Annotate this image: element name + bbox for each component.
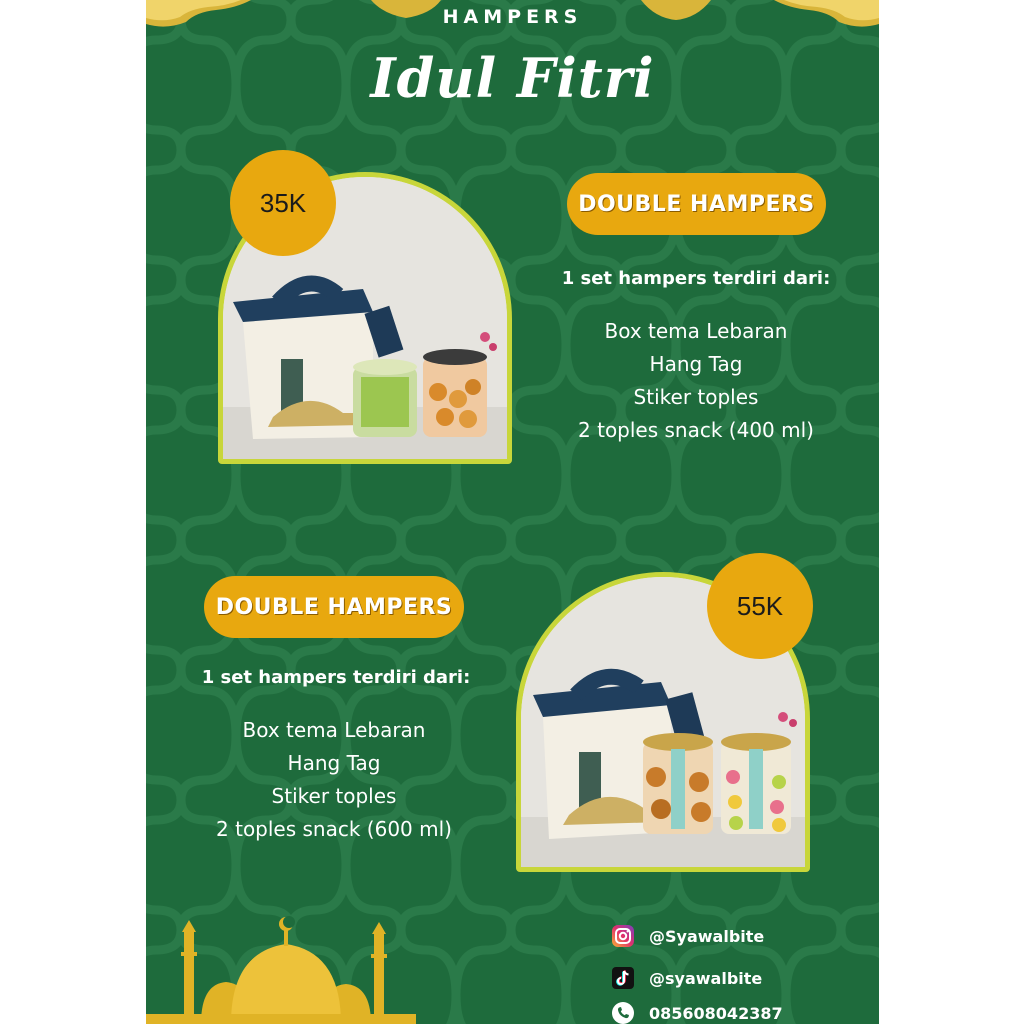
contact-label: @Syawalbite bbox=[649, 926, 765, 946]
mosque-silhouette bbox=[146, 914, 416, 1024]
list-item: Hang Tag bbox=[649, 352, 743, 376]
contact-phone[interactable] bbox=[611, 1001, 783, 1024]
contact-tiktok[interactable] bbox=[611, 966, 762, 990]
contact-instagram[interactable] bbox=[611, 924, 764, 948]
price-badge: 35K bbox=[230, 150, 336, 256]
instagram-icon bbox=[611, 924, 635, 948]
list-item: Stiker toples bbox=[633, 385, 759, 409]
list-item: Box tema Lebaran bbox=[242, 718, 426, 742]
item-list bbox=[546, 315, 846, 447]
list-item: 2 toples snack (400 ml) bbox=[578, 418, 814, 442]
poster bbox=[146, 0, 879, 1024]
header-kicker: HAMPERS bbox=[442, 6, 583, 28]
header-title: Idul Fitri bbox=[370, 46, 655, 110]
list-item: Stiker toples bbox=[271, 784, 397, 808]
set-heading: 1 set hampers terdiri dari: bbox=[561, 268, 831, 289]
price-badge: 55K bbox=[707, 553, 813, 659]
list-item: Box tema Lebaran bbox=[604, 319, 788, 343]
list-item: Hang Tag bbox=[287, 751, 381, 775]
set-heading: 1 set hampers terdiri dari: bbox=[201, 667, 471, 688]
contact-label: 085608042387 bbox=[649, 1003, 783, 1023]
product-name-pill: DOUBLE HAMPERS bbox=[567, 173, 826, 235]
item-list bbox=[184, 714, 484, 846]
product-name-pill: DOUBLE HAMPERS bbox=[204, 576, 464, 638]
list-item: 2 toples snack (600 ml) bbox=[216, 817, 452, 841]
phone-icon bbox=[611, 1001, 635, 1024]
tiktok-icon bbox=[611, 966, 635, 990]
contact-label: @syawalbite bbox=[649, 968, 763, 988]
